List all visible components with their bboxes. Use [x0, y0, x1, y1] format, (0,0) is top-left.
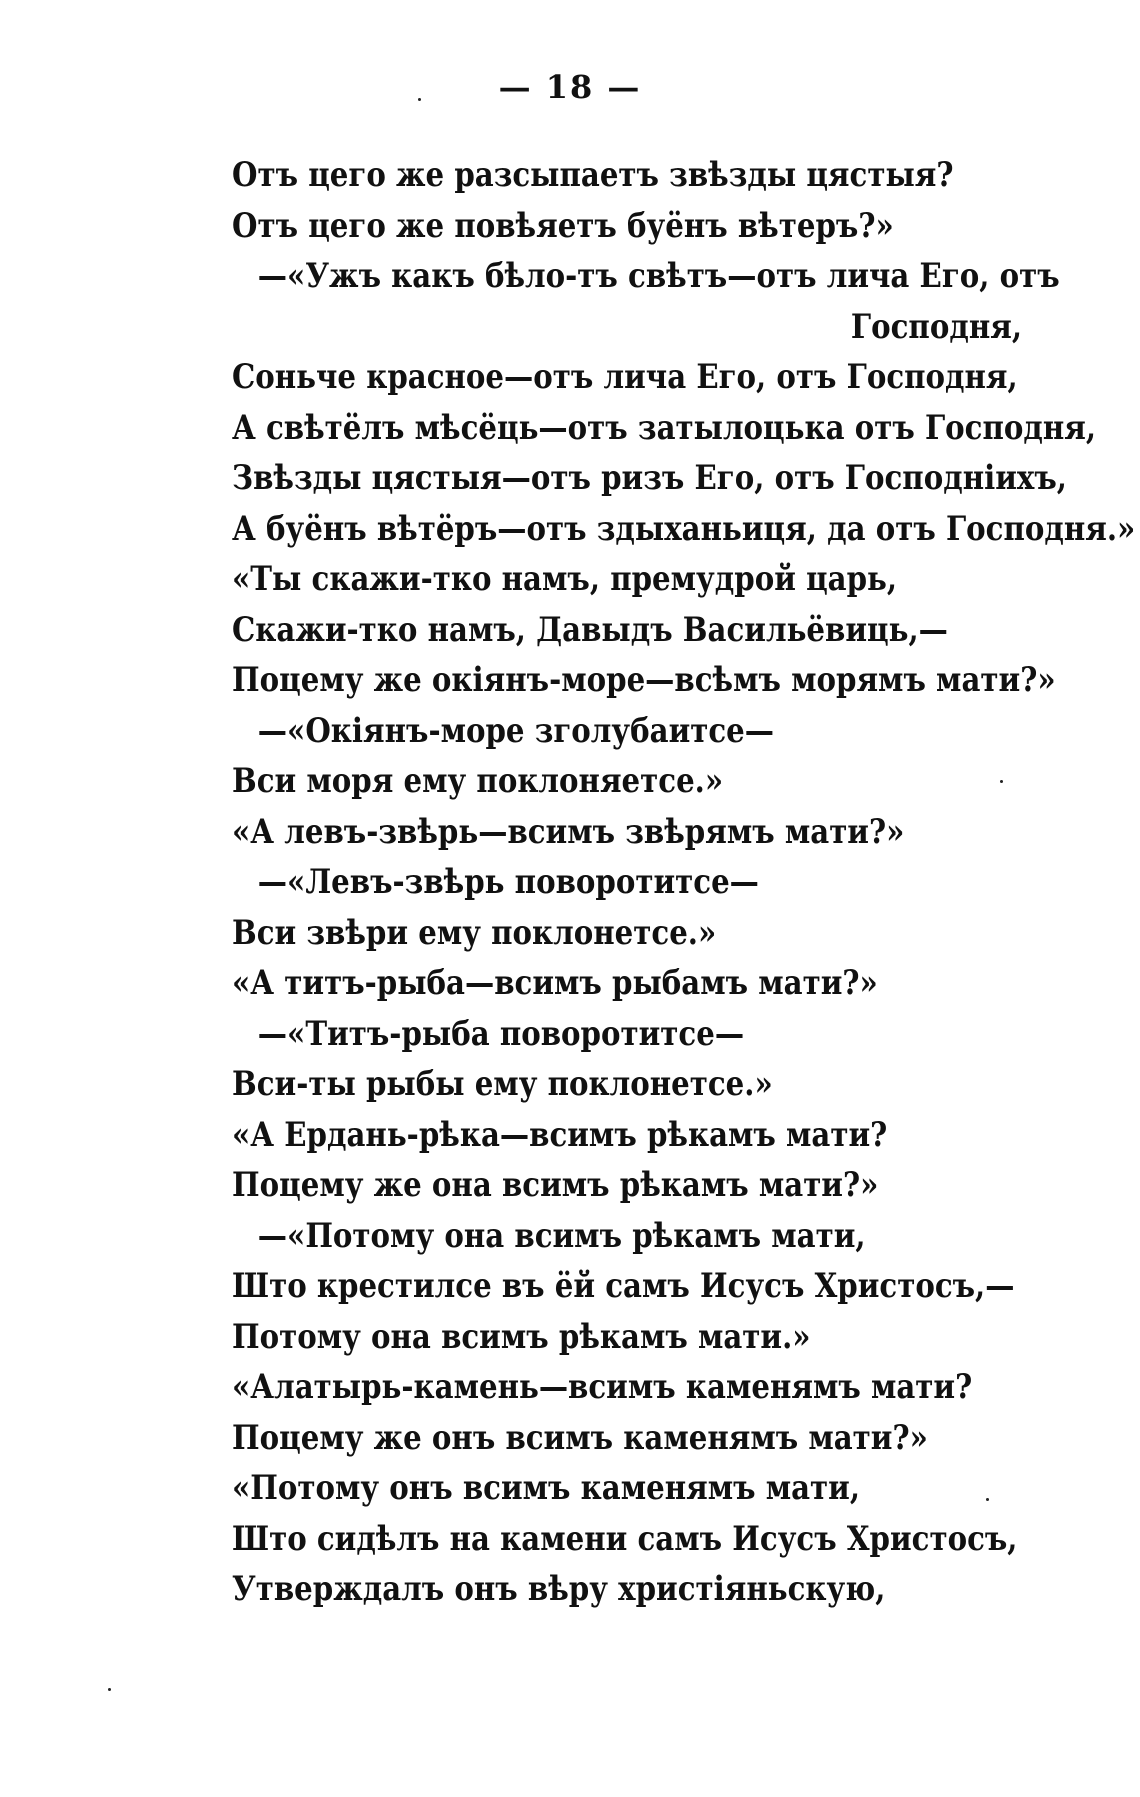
verse-line: Звѣзды цястыя—отъ ризъ Его, отъ Господнiихъ,: [232, 458, 1067, 498]
verse-line: Што сидѣлъ на камени самъ Исусъ Христосъ,: [232, 1518, 1018, 1559]
print-speck: [986, 1498, 989, 1501]
verse-line: «А Ердань-рѣка—всимъ рѣкамъ мати?: [232, 1114, 888, 1155]
verse-line: —«Потому она всимъ рѣкамъ мати,: [257, 1215, 866, 1256]
print-speck: [418, 98, 421, 101]
verse-line: Вси моря ему поклоняетсе.»: [232, 761, 724, 801]
verse-line: Поцему же она всимъ рѣкамъ мати?»: [232, 1165, 879, 1205]
verse-line: Соньче красное—отъ лича Его, отъ Господня,: [232, 357, 1018, 397]
verse-line: Што крестилсе въ ёй самъ Исусъ Христосъ,—: [232, 1266, 1015, 1306]
verse-line: Отъ цего же повѣяетъ буёнъ вѣтеръ?»: [232, 205, 894, 246]
verse-line: Поцему же онъ всимъ каменямъ мати?»: [232, 1417, 928, 1458]
verse-line: Скажи-тко намъ, Давыдъ Васильёвиць,—: [232, 609, 948, 650]
verse-line: «Потому онъ всимъ каменямъ мати,: [232, 1468, 861, 1508]
verse-line: «Алатырь-камень—всимъ каменямъ мати?: [232, 1367, 973, 1407]
verse-line: А буёнъ вѣтёръ—отъ здыханьиця, да отъ Господня.»: [232, 508, 1136, 549]
verse-line: Вси-ты рыбы ему поклонетсе.»: [232, 1064, 773, 1104]
page-number: — 18 —: [498, 68, 642, 106]
verse-line: «Ты скажи-тко намъ, премудрой царь,: [232, 559, 898, 599]
verse-line: —«Ужъ какъ бѣло-тъ свѣтъ—отъ лича Его, отъ: [257, 256, 1060, 296]
verse-line: А свѣтёлъ мѣсёць—отъ затылоцька отъ Господня,: [232, 407, 1097, 448]
verse-line: «А титъ-рыба—всимъ рыбамъ мати?»: [232, 963, 878, 1003]
print-speck: [1000, 780, 1003, 783]
verse-line: Вси звѣри ему поклонетсе.»: [232, 912, 717, 953]
verse-line: «А левъ-звѣрь—всимъ звѣрямъ мати?»: [232, 811, 905, 852]
verse-line: Поцему же окiянъ-море—всѣмъ морямъ мати?»: [232, 660, 1056, 700]
verse-line: —«Левъ-звѣрь поворотитсе—: [257, 862, 759, 902]
verse-line: Господня,: [850, 306, 1022, 347]
verse-line: —«Окiянъ-море зголубаитсе—: [257, 710, 775, 751]
verse-line: Утверждалъ онъ вѣру христiяньскую,: [232, 1569, 886, 1609]
verse-line: Потому она всимъ рѣкамъ мати.»: [232, 1316, 811, 1357]
print-speck: [108, 1688, 111, 1691]
verse-text: [232, 150, 1136, 1615]
verse-line: Отъ цего же разсыпаетъ звѣзды цястыя?: [232, 155, 954, 195]
verse-line: —«Титъ-рыба поворотитсе—: [257, 1013, 745, 1054]
